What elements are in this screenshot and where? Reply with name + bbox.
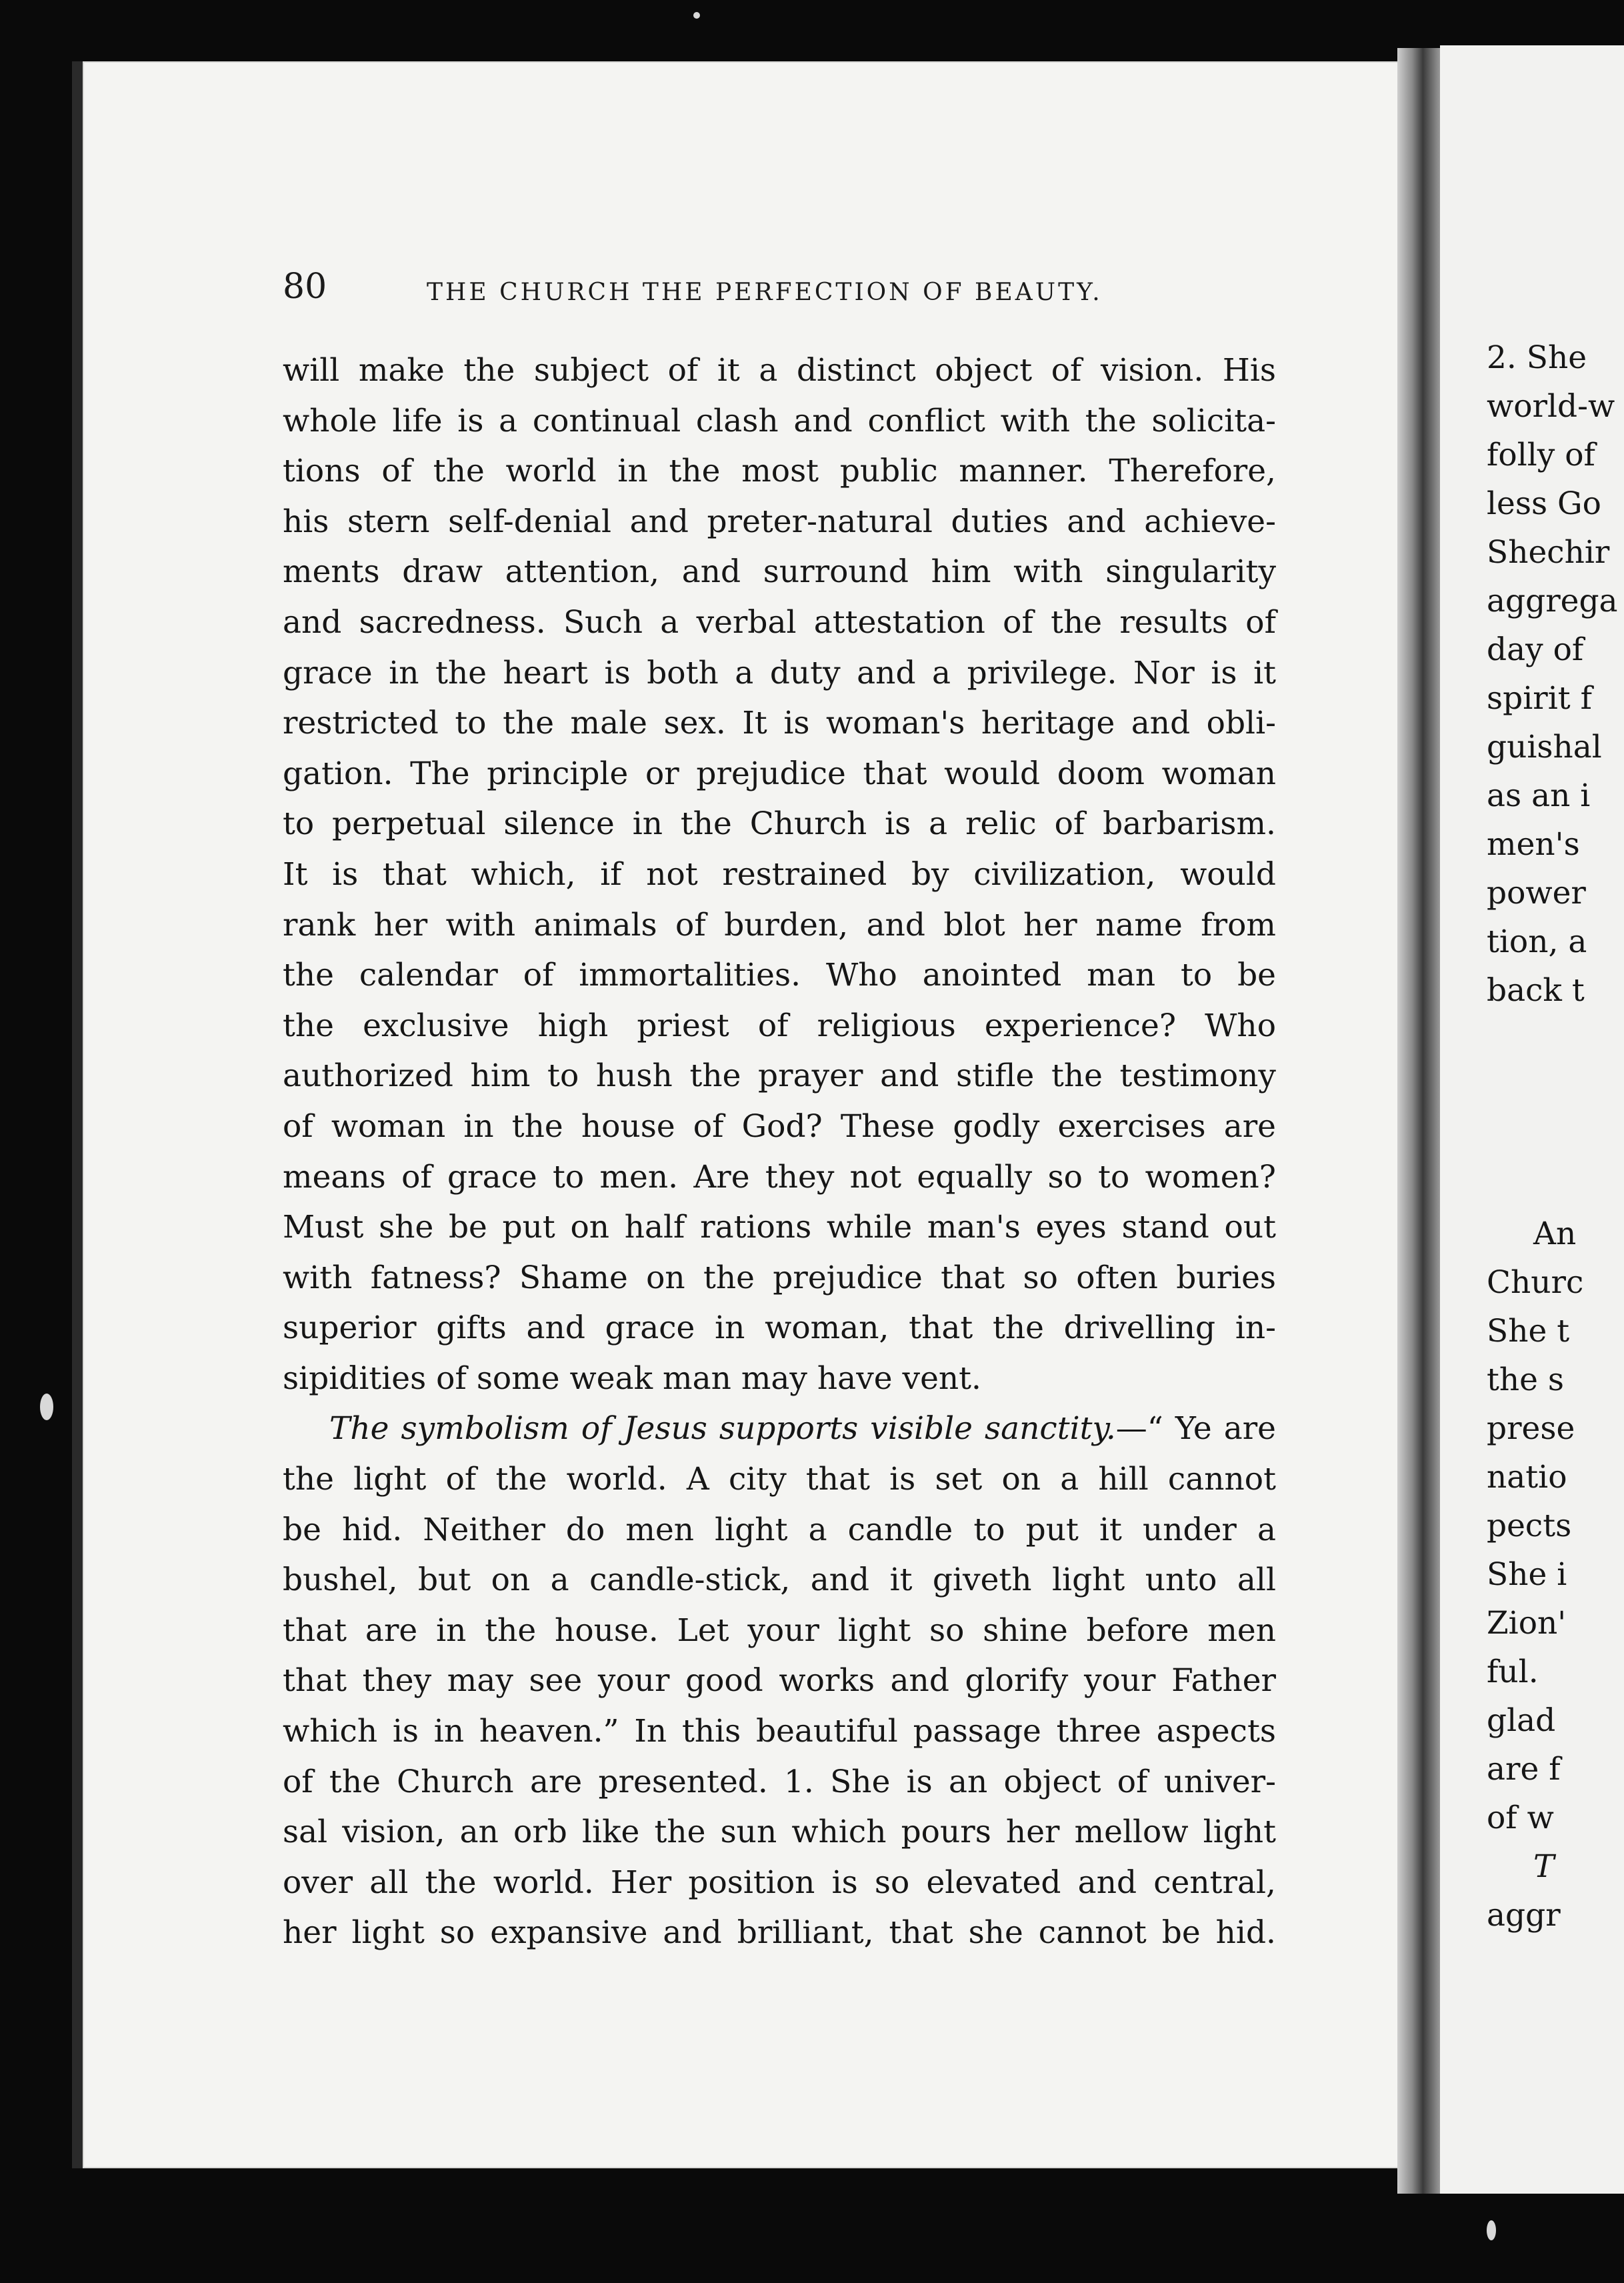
- facing-line: Shechir: [1487, 534, 1610, 571]
- text-line: sipidities of some weak man may have vent.: [283, 1360, 981, 1397]
- facing-line: folly of: [1487, 437, 1595, 473]
- paragraph-heading-line: [283, 1404, 1276, 1454]
- book-gutter: [1397, 48, 1440, 2195]
- facing-line: An: [1533, 1216, 1577, 1252]
- text-line: restricted to the male sex. It is woman's heritage and obli-: [283, 705, 1276, 742]
- text-line: sal vision, an orb like the sun which pours her mellow light: [283, 1814, 1276, 1851]
- facing-line: power: [1487, 875, 1586, 911]
- facing-line: less Go: [1487, 485, 1601, 522]
- facing-line: tion, a: [1487, 923, 1587, 960]
- text-line: whole life is a continual clash and conflict with the solicita-: [283, 402, 1276, 439]
- facing-line: T: [1533, 1848, 1555, 1885]
- text-line: gation. The principle or prejudice that would doom woman: [283, 755, 1276, 792]
- text-line: and sacredness. Such a verbal attestation of the results of: [283, 603, 1276, 641]
- facing-line: She i: [1487, 1556, 1567, 1593]
- text-line: which is in heaven.” In this beautiful passage three aspects: [283, 1713, 1276, 1750]
- text-line: rank her with animals of burden, and blot her name from: [283, 906, 1276, 943]
- text-line: her light so expansive and brilliant, that she cannot be hid.: [283, 1914, 1276, 1952]
- text-line: superior gifts and grace in woman, that the drivelling in-: [283, 1310, 1276, 1347]
- facing-section-gap: [1487, 1015, 1624, 1210]
- text-line: bushel, but on a candle-stick, and it giveth light unto all: [283, 1562, 1276, 1599]
- facing-line: guishal: [1487, 729, 1602, 765]
- text-line: It is that which, if not restrained by civilization, would: [283, 855, 1276, 893]
- text-line: ments draw attention, and surround him with singularity: [283, 553, 1276, 591]
- facing-line: are f: [1487, 1751, 1561, 1788]
- scan-speck: [40, 1394, 53, 1420]
- facing-line: as an i: [1487, 777, 1591, 814]
- text-line: over all the world. Her position is so elevated and central,: [283, 1864, 1276, 1901]
- text-line: to perpetual silence in the Church is a relic of barbarism.: [283, 805, 1276, 843]
- facing-page-text: [1487, 333, 1624, 1940]
- text-line: authorized him to hush the prayer and stifle the testimony: [283, 1057, 1276, 1095]
- main-text-block: [283, 345, 1276, 1958]
- text-line: tions of the world in the most public manner. Therefore,: [283, 453, 1276, 490]
- page-number: 80: [283, 267, 327, 307]
- facing-line: men's: [1487, 826, 1580, 863]
- italic-run-in-heading: The symbolism of Jesus supports visible sanctity.: [329, 1410, 1116, 1448]
- text-line: grace in the heart is both a duty and a privilege. Nor is it: [283, 654, 1276, 691]
- running-head: [283, 267, 1283, 320]
- running-title: THE CHURCH THE PERFECTION OF BEAUTY.: [427, 279, 1103, 306]
- facing-line: day of: [1487, 631, 1584, 668]
- text-line: with fatness? Shame on the prejudice that so often buries: [283, 1259, 1276, 1296]
- text-line: Must she be put on half rations while man's eyes stand out: [283, 1209, 1276, 1246]
- facing-line: natio: [1487, 1459, 1567, 1496]
- facing-line: Zion': [1487, 1605, 1567, 1642]
- facing-line: spirit f: [1487, 680, 1592, 717]
- facing-line: world-w: [1487, 388, 1615, 425]
- text-line: his stern self-denial and preter-natural duties and achieve-: [283, 503, 1276, 540]
- text-line: that they may see your good works and glorify your Father: [283, 1662, 1276, 1700]
- facing-line: pects: [1487, 1508, 1572, 1544]
- scan-speck: [693, 12, 700, 19]
- quote-opening: —“ Ye are: [1115, 1410, 1276, 1448]
- facing-line: prese: [1487, 1410, 1575, 1447]
- facing-line: aggrega: [1487, 583, 1618, 619]
- facing-line: back t: [1487, 972, 1585, 1009]
- text-line: will make the subject of it a distinct object of vision. His: [283, 352, 1276, 389]
- facing-line: glad: [1487, 1702, 1556, 1739]
- text-line: the exclusive high priest of religious experience? Who: [283, 1007, 1276, 1044]
- text-line: of woman in the house of God? These godly exercises are: [283, 1107, 1276, 1145]
- facing-line: the s: [1487, 1362, 1565, 1398]
- text-line: that are in the house. Let your light so shine before men: [283, 1612, 1276, 1649]
- text-line: the light of the world. A city that is set on a hill cannot: [283, 1461, 1276, 1498]
- facing-line: of w: [1487, 1800, 1554, 1836]
- text-line: means of grace to men. Are they not equally so to women?: [283, 1158, 1276, 1196]
- facing-line: 2. She: [1487, 339, 1587, 376]
- facing-line: Churc: [1487, 1264, 1584, 1301]
- text-line: the calendar of immortalities. Who anointed man to be: [283, 957, 1276, 994]
- text-line: be hid. Neither do men light a candle to put it under a: [283, 1511, 1276, 1548]
- scan-bottom-edge: [0, 2194, 1624, 2283]
- facing-line: ful.: [1487, 1654, 1539, 1690]
- text-line: of the Church are presented. 1. She is an object of univer-: [283, 1763, 1276, 1800]
- facing-line: aggr: [1487, 1897, 1561, 1934]
- facing-line: She t: [1487, 1313, 1570, 1350]
- scan-speck: [1487, 2220, 1496, 2240]
